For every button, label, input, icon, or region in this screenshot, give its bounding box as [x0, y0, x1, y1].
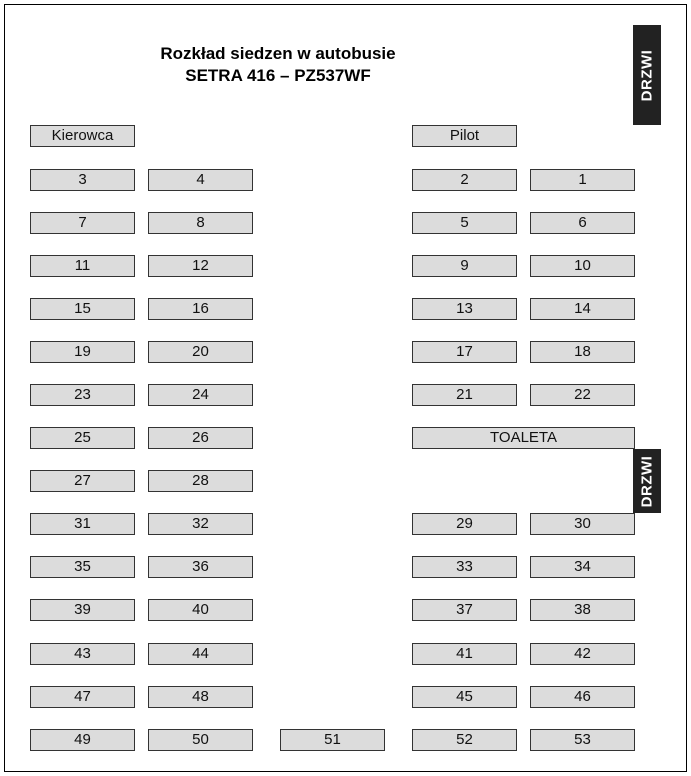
- seat-48[interactable]: 48: [148, 686, 253, 708]
- seat-52[interactable]: 52: [412, 729, 517, 751]
- seat-13[interactable]: 13: [412, 298, 517, 320]
- seat-43[interactable]: 43: [30, 643, 135, 665]
- seat-40[interactable]: 40: [148, 599, 253, 621]
- seat-39[interactable]: 39: [30, 599, 135, 621]
- seat-pilot[interactable]: Pilot: [412, 125, 517, 147]
- seat-27[interactable]: 27: [30, 470, 135, 492]
- seat-34[interactable]: 34: [530, 556, 635, 578]
- title-line-2: SETRA 416 – PZ537WF: [185, 66, 371, 85]
- seat-51[interactable]: 51: [280, 729, 385, 751]
- seat-5[interactable]: 5: [412, 212, 517, 234]
- seat-11[interactable]: 11: [30, 255, 135, 277]
- door-front: [633, 25, 661, 125]
- seat-30[interactable]: 30: [530, 513, 635, 535]
- door-middle: [633, 449, 661, 513]
- seat-10[interactable]: 10: [530, 255, 635, 277]
- seat-24[interactable]: 24: [148, 384, 253, 406]
- seat-36[interactable]: 36: [148, 556, 253, 578]
- seat-49[interactable]: 49: [30, 729, 135, 751]
- door-middle-label: DRZWI: [638, 455, 656, 507]
- seat-6[interactable]: 6: [530, 212, 635, 234]
- seat-46[interactable]: 46: [530, 686, 635, 708]
- seat-47[interactable]: 47: [30, 686, 135, 708]
- seat-35[interactable]: 35: [30, 556, 135, 578]
- seat-38[interactable]: 38: [530, 599, 635, 621]
- seat-31[interactable]: 31: [30, 513, 135, 535]
- seat-21[interactable]: 21: [412, 384, 517, 406]
- seat-22[interactable]: 22: [530, 384, 635, 406]
- seat-42[interactable]: 42: [530, 643, 635, 665]
- seat-kierowca[interactable]: Kierowca: [30, 125, 135, 147]
- seat-44[interactable]: 44: [148, 643, 253, 665]
- seat-37[interactable]: 37: [412, 599, 517, 621]
- seat-2[interactable]: 2: [412, 169, 517, 191]
- seat-41[interactable]: 41: [412, 643, 517, 665]
- seat-28[interactable]: 28: [148, 470, 253, 492]
- seat-16[interactable]: 16: [148, 298, 253, 320]
- seat-3[interactable]: 3: [30, 169, 135, 191]
- toilet: TOALETA: [412, 427, 635, 449]
- seat-32[interactable]: 32: [148, 513, 253, 535]
- seat-15[interactable]: 15: [30, 298, 135, 320]
- seat-53[interactable]: 53: [530, 729, 635, 751]
- seat-18[interactable]: 18: [530, 341, 635, 363]
- seat-8[interactable]: 8: [148, 212, 253, 234]
- seat-50[interactable]: 50: [148, 729, 253, 751]
- seat-29[interactable]: 29: [412, 513, 517, 535]
- seat-25[interactable]: 25: [30, 427, 135, 449]
- door-front-label: DRZWI: [638, 49, 656, 101]
- seat-19[interactable]: 19: [30, 341, 135, 363]
- seat-9[interactable]: 9: [412, 255, 517, 277]
- seat-33[interactable]: 33: [412, 556, 517, 578]
- seat-45[interactable]: 45: [412, 686, 517, 708]
- seat-14[interactable]: 14: [530, 298, 635, 320]
- seat-17[interactable]: 17: [412, 341, 517, 363]
- seat-4[interactable]: 4: [148, 169, 253, 191]
- seat-7[interactable]: 7: [30, 212, 135, 234]
- title-line-1: Rozkład siedzen w autobusie: [160, 44, 396, 63]
- seat-23[interactable]: 23: [30, 384, 135, 406]
- seat-1[interactable]: 1: [530, 169, 635, 191]
- seat-20[interactable]: 20: [148, 341, 253, 363]
- seat-26[interactable]: 26: [148, 427, 253, 449]
- seat-12[interactable]: 12: [148, 255, 253, 277]
